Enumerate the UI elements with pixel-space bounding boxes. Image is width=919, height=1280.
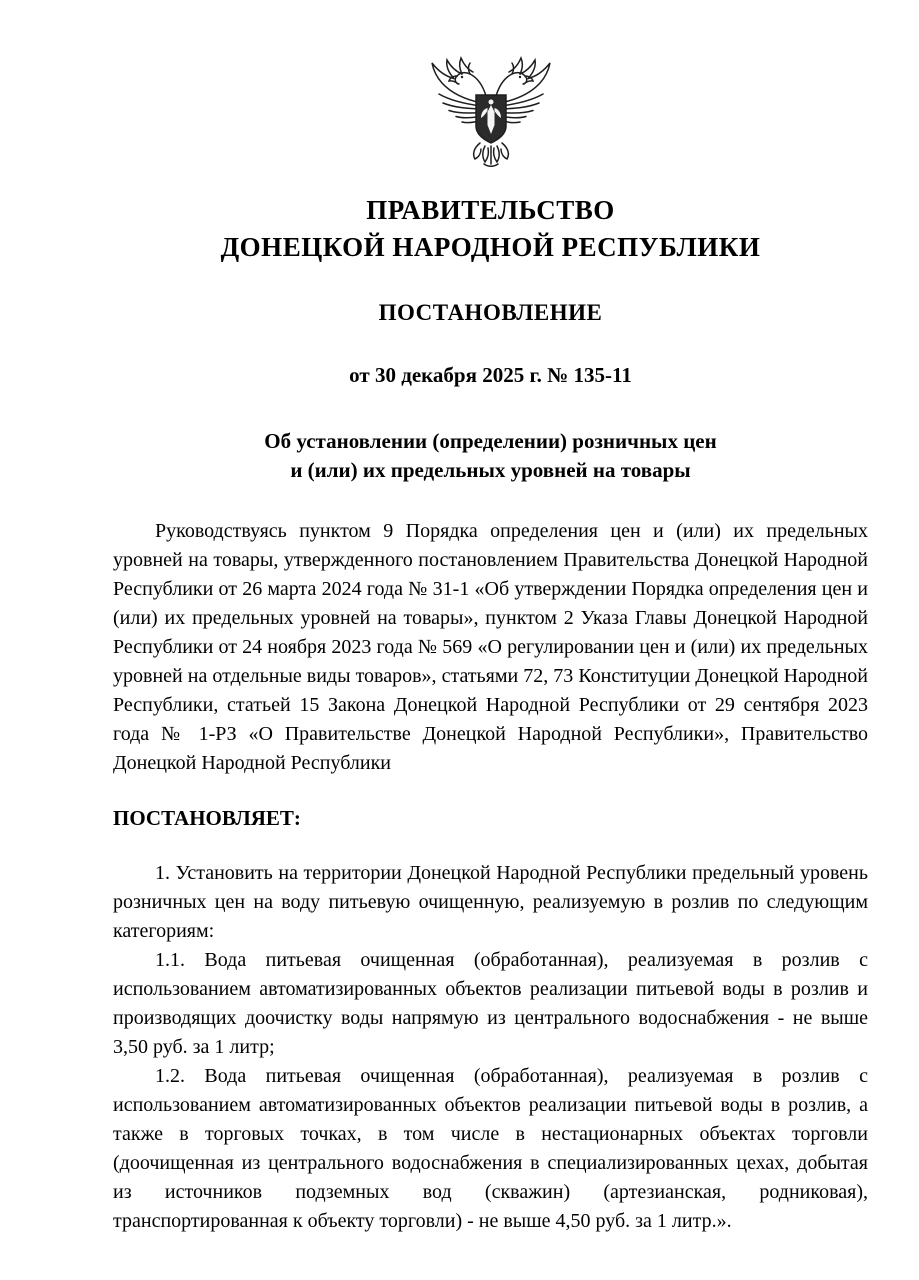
coat-of-arms-icon bbox=[113, 52, 868, 170]
subject-title bbox=[113, 427, 868, 485]
subject-line2: и (или) их предельных уровней на товары bbox=[290, 458, 691, 482]
org-name-line2: ДОНЕЦКОЙ НАРОДНОЙ РЕСПУБЛИКИ bbox=[220, 232, 761, 262]
preamble-paragraph: Руководствуясь пунктом 9 Порядка определения цен и (или) их предельных уровней на товары, утвержденного постановлением Правительства Донецкой Народной Республики от 26 марта 2024 года № 31-1 «Об утверждении Порядка определения цен и (или) их предельных уровней на товары», пунктом 2 Указа Главы Донецкой Народной Республики от 24 ноября 2023 года № 569 «О регулировании цен и (или) их предельных уровней на отдельные виды товаров», статьями 72, 73 Конституции Донецкой Народной Республики, статьей 15 Закона Донецкой Народной Республики от 29 сентября 2023 года № 1-РЗ «О Правительстве Донецкой Народной Республики», Правительство Донецкой Народной Республики bbox=[113, 520, 868, 774]
resolves-heading: ПОСТАНОВЛЯЕТ: bbox=[113, 806, 301, 830]
item-1-2: 1.2. Вода питьевая очищенная (обработанная), реализуемая в розлив с использованием автоматизированных объектов реализации питьевой воды в розлив, а также в торговых точках, в том числе в нестационарных объектах торговли (доочищенная из центрального водоснабжения в специализированных цехах, добытая из источников подземных вод (скважин) (артезианская, родниковая), транспортированная к объекту торговли) - не выше 4,50 руб. за 1 литр.». bbox=[113, 1065, 868, 1232]
item-1: 1. Установить на территории Донецкой Народной Республики предельный уровень розничных цен на воду питьевую очищенную, реализуемую в розлив по следующим категориям: bbox=[113, 862, 868, 942]
document-type-heading: ПОСТАНОВЛЕНИЕ bbox=[378, 300, 603, 325]
item-1-1: 1.1. Вода питьевая очищенная (обработанная), реализуемая в розлив с использованием автоматизированных объектов реализации питьевой воды в розлив и производящих доочистку воды напрямую из центрального водоснабжения - не выше 3,50 руб. за 1 литр; bbox=[113, 949, 868, 1058]
resolution-items bbox=[113, 859, 868, 1236]
date-and-number: от 30 декабря 2025 г. № 135-11 bbox=[349, 363, 632, 387]
subject-line1: Об установлении (определении) розничных цен bbox=[264, 429, 717, 453]
org-name-line1: ПРАВИТЕЛЬСТВО bbox=[366, 195, 615, 225]
